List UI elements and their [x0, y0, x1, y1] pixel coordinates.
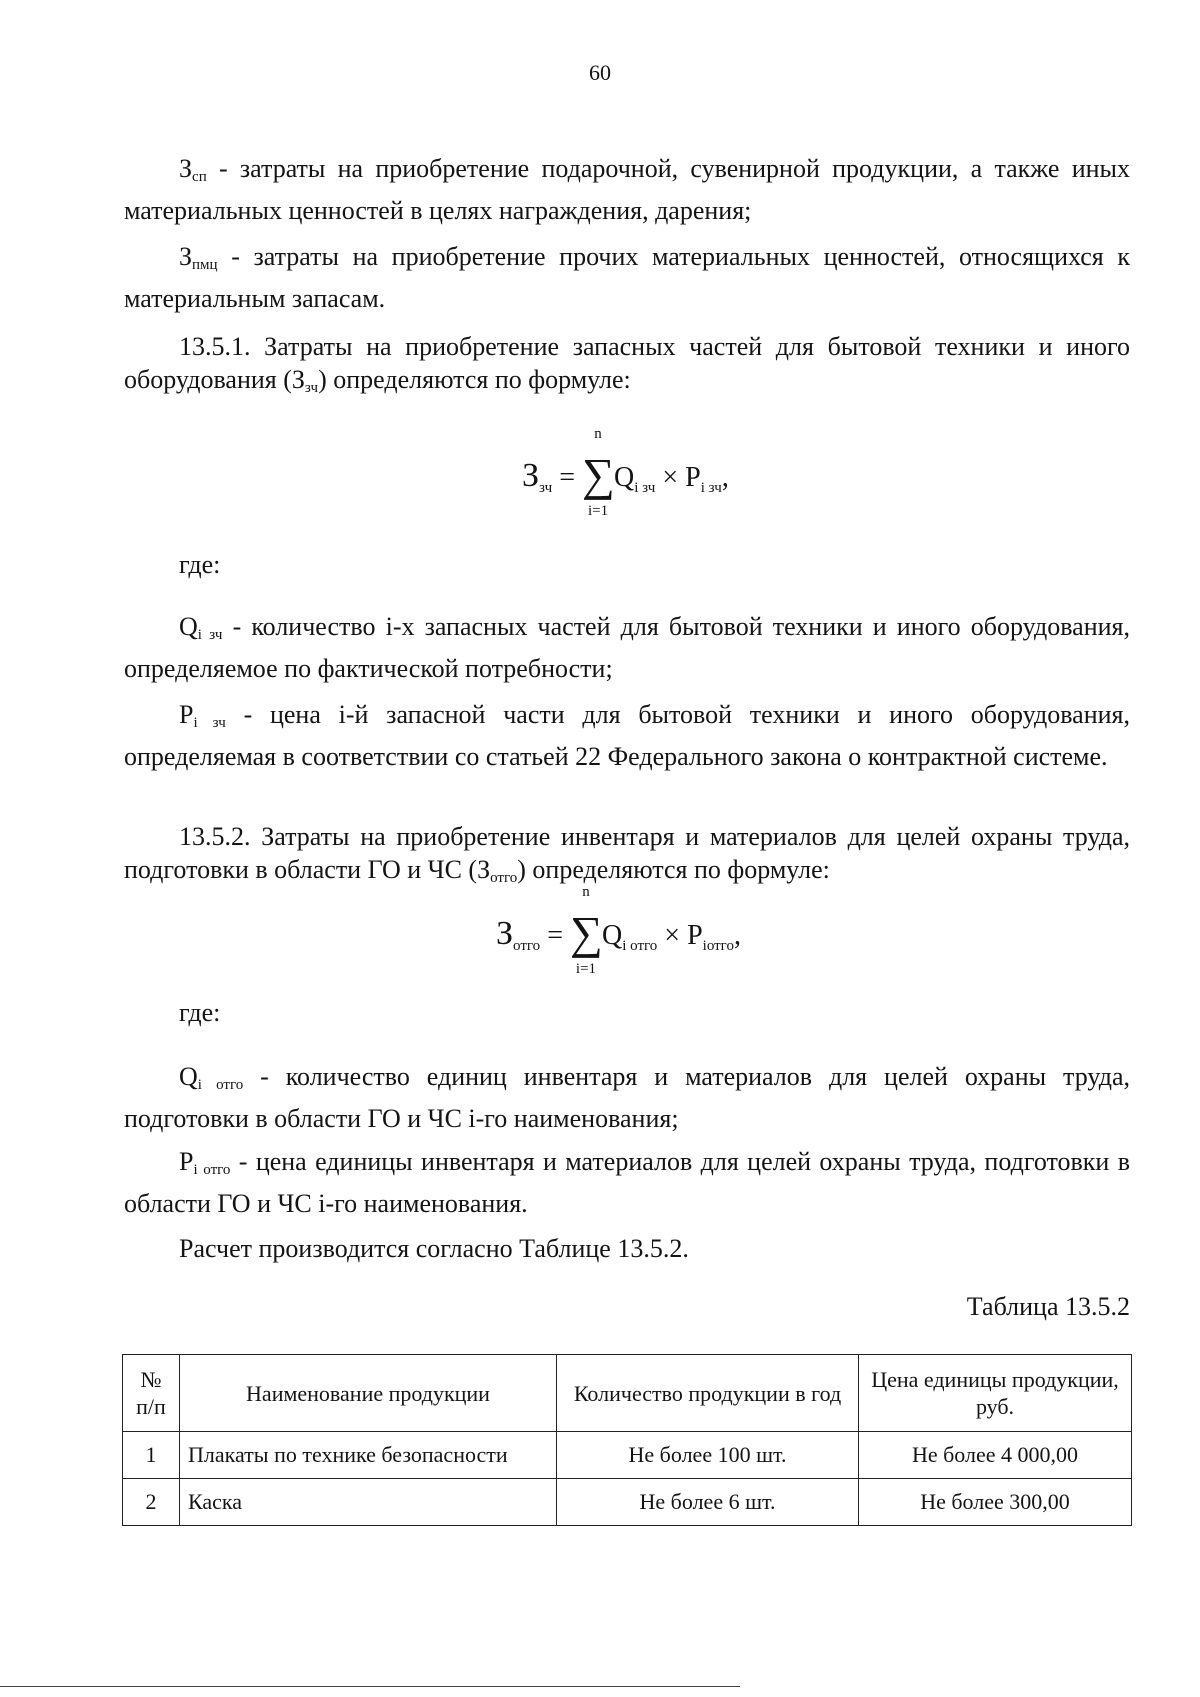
definition-q-otgo: $Q_{i отго}$ - количество единиц инвентаря и материалов для целей охраны труда, подготовки в области ГО и ЧС i-го наименования;: [124, 1062, 1130, 1133]
table-caption: Таблица 13.5.2: [966, 1292, 1130, 1321]
cell-number: 1: [123, 1432, 180, 1479]
section-13-5-2-intro: 13.5.2. Затраты на приобретение инвентаря и материалов для целей охраны труда, подготовки в области ГО и ЧС $(З_{отго})$ определяются по формуле:: [124, 822, 1130, 886]
cell-quantity: Не более 6 шт.: [557, 1479, 859, 1526]
cell-product-name: Каска: [180, 1479, 557, 1526]
definition-zsp: $З_{сп}$ - затраты на приобретение подарочной, сувенирной продукции, а также иных материальных ценностей в целях награждения, дарения;: [124, 154, 1130, 225]
table-row: [123, 1432, 1132, 1479]
formula-zotgo: $З_{отго}$ = n ∑ i=1 $Q_{i отго} \times P_{iотго}$,: [496, 884, 741, 977]
cell-product-name: Плакаты по технике безопасности: [180, 1432, 557, 1479]
section-13-5-1-intro: 13.5.1. Затраты на приобретение запасных частей для бытовой техники и иного оборудования $(З_{зч})$ определяются по формуле:: [124, 332, 1130, 396]
definition-q-zch: $Q_{i зч}$ - количество i-х запасных частей для бытовой техники и иного оборудования, определяемое по фактической потребности;: [124, 612, 1130, 683]
cell-quantity: Не более 100 шт.: [557, 1432, 859, 1479]
footer-divider: [0, 1686, 740, 1687]
header-number: № п/п: [123, 1355, 180, 1432]
definition-zpmc: $З_{пмц}$ - затраты на приобретение прочих материальных ценностей, относящихся к материальным запасам.: [124, 242, 1130, 313]
sum-sign: n ∑ i=1: [582, 426, 615, 519]
definition-p-otgo: $P_{i отго}$ - цена единицы инвентаря и материалов для целей охраны труда, подготовки в области ГО и ЧС i-го наименования.: [124, 1147, 1130, 1218]
header-product-name: Наименование продукции: [180, 1355, 557, 1432]
formula-zch: $З_{зч}$ = n ∑ i=1 $Q_{i зч} \times P_{i зч}$,: [522, 426, 729, 519]
page-number: 60: [589, 60, 611, 85]
calc-note: Расчет производится согласно Таблице 13.5.2.: [179, 1234, 689, 1263]
cell-unit-price: Не более 4 000,00: [859, 1432, 1132, 1479]
definition-p-zch: $P_{i зч}$ - цена i-й запасной части для бытовой техники и иного оборудования, определяемая в соответствии со статьей 22 Федерального закона о контрактной системе.: [124, 700, 1130, 771]
header-unit-price: Цена единицы продукции, руб.: [859, 1355, 1132, 1432]
header-quantity: Количество продукции в год: [557, 1355, 859, 1432]
where-label: где:: [179, 550, 221, 579]
products-table: [122, 1354, 1132, 1526]
cell-number: 2: [123, 1479, 180, 1526]
cell-unit-price: Не более 300,00: [859, 1479, 1132, 1526]
sum-sign: n ∑ i=1: [569, 884, 603, 977]
table-header-row: [123, 1355, 1132, 1432]
table-row: [123, 1479, 1132, 1526]
where-label-2: где:: [179, 998, 221, 1027]
